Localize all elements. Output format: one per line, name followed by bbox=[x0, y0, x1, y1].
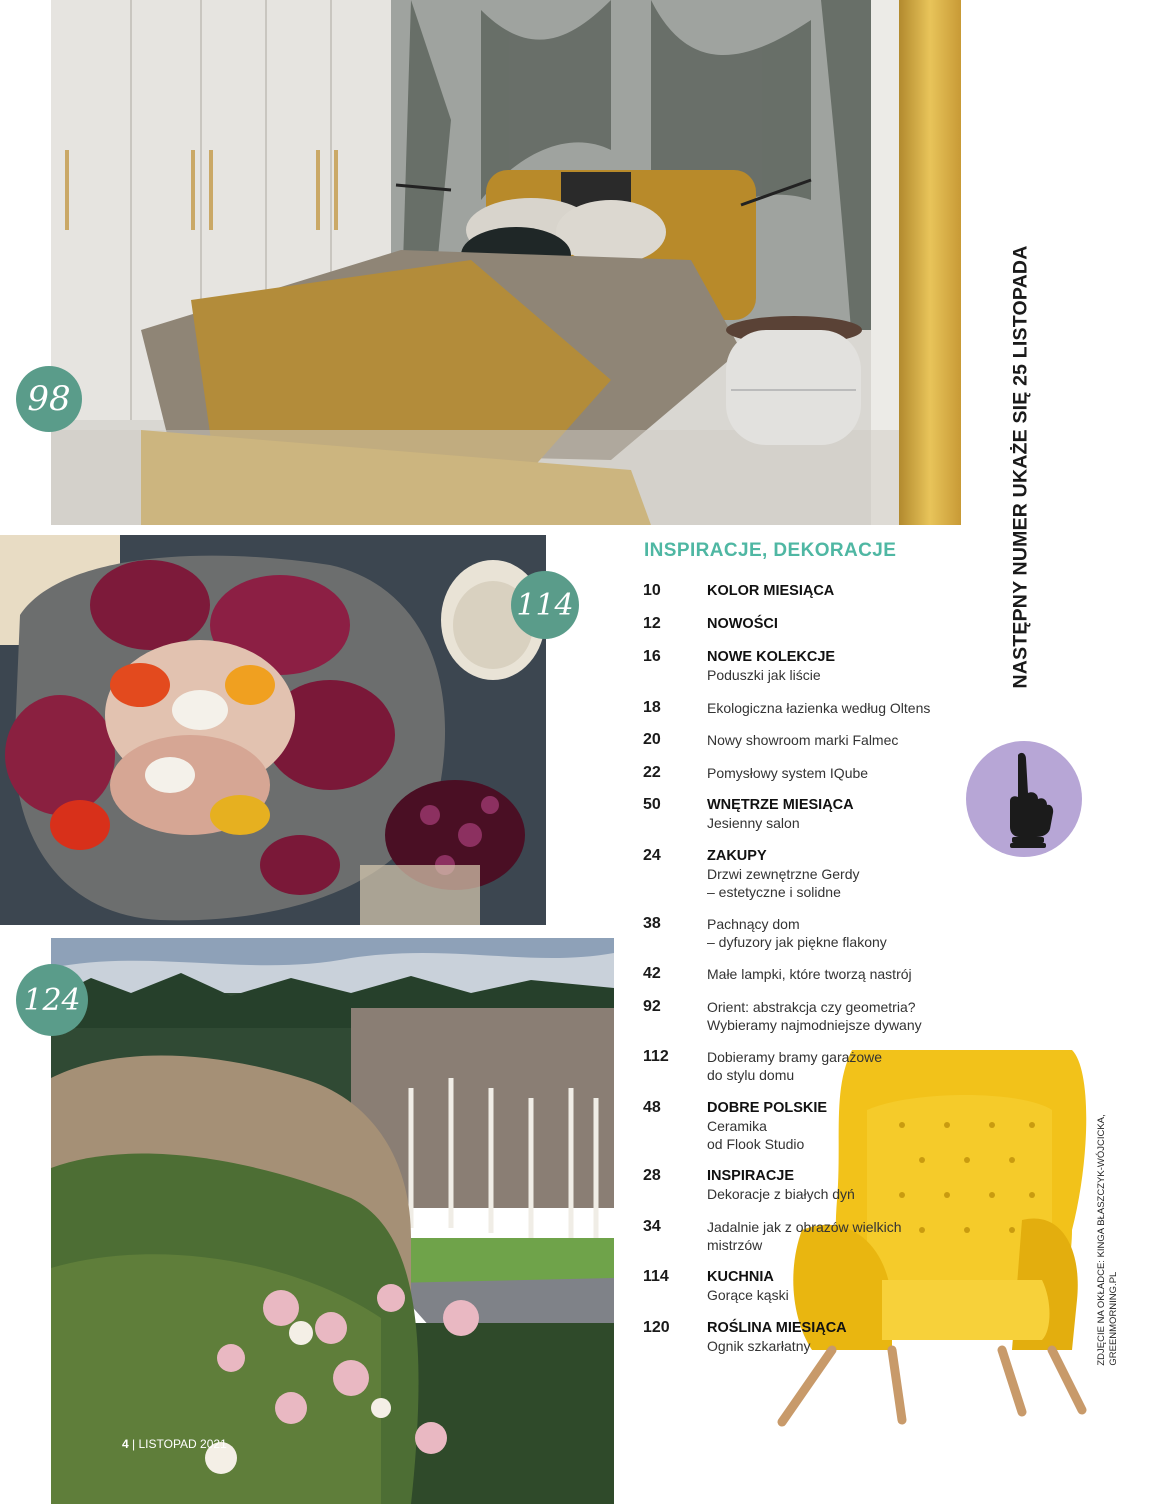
toc-page-number: 114 bbox=[643, 1268, 669, 1285]
toc-title: INSPIRACJE bbox=[707, 1168, 795, 1184]
toc-subtitle: Jadalnie jak z obrazów wielkich mistrzów bbox=[707, 1219, 902, 1253]
bedroom-photo bbox=[51, 0, 961, 525]
toc-page-number: 38 bbox=[643, 915, 661, 932]
toc-subtitle: Jesienny salon bbox=[707, 815, 800, 831]
toc-page-number: 20 bbox=[643, 731, 661, 748]
toc-page-number: 18 bbox=[643, 699, 661, 716]
page-number: 4 bbox=[122, 1437, 129, 1451]
toc-title: NOWE KOLEKCJE bbox=[707, 649, 836, 665]
toc-title: KUCHNIA bbox=[707, 1269, 774, 1285]
toc-subtitle: Małe lampki, które tworzą nastrój bbox=[707, 966, 912, 982]
toc-page-number: 50 bbox=[643, 796, 661, 813]
page-badge-114[interactable]: 114 bbox=[511, 571, 579, 639]
credit-line-1: ZDJĘCIE NA OKŁADCE: KINGA BŁASZCZYK-WÓJCICKA, bbox=[1096, 1114, 1107, 1366]
food-photo bbox=[0, 535, 546, 925]
issue-label: LISTOPAD 2021 bbox=[138, 1437, 227, 1451]
toc-page-number: 42 bbox=[643, 965, 661, 982]
toc-page-number: 24 bbox=[643, 847, 661, 864]
toc-subtitle: Dekoracje z białych dyń bbox=[707, 1186, 855, 1202]
toc-page-number: 120 bbox=[643, 1319, 670, 1336]
toc-subtitle: Ognik szkarłatny bbox=[707, 1338, 811, 1354]
toc-page-number: 22 bbox=[643, 764, 661, 781]
toc-subtitle: Pachnący dom – dyfuzory jak piękne flakony bbox=[707, 916, 887, 950]
toc-page-number: 48 bbox=[643, 1099, 661, 1116]
toc-title: ROŚLINA MIESIĄCA bbox=[707, 1320, 847, 1336]
toc-subtitle: Nowy showroom marki Falmec bbox=[707, 732, 899, 748]
toc-page-number: 34 bbox=[643, 1218, 661, 1235]
page-footer: 4 | LISTOPAD 2021 bbox=[122, 1437, 227, 1451]
toc-subtitle: Gorące kąski bbox=[707, 1287, 789, 1303]
toc-page-number: 16 bbox=[643, 648, 661, 665]
next-issue-notice: NASTĘPNY NUMER UKAŻE SIĘ 25 LISTOPADA bbox=[1009, 245, 1032, 689]
toc-subtitle: Ekologiczna łazienka według Oltens bbox=[707, 700, 931, 716]
toc-title: ZAKUPY bbox=[707, 848, 767, 864]
toc-page-number: 92 bbox=[643, 998, 661, 1015]
page-badge-98[interactable]: 98 bbox=[16, 366, 82, 432]
toc-title: WNĘTRZE MIESIĄCA bbox=[707, 797, 854, 813]
toc-subtitle: Dobieramy bramy garażowe do stylu domu bbox=[707, 1049, 883, 1083]
toc-page-number: 12 bbox=[643, 615, 661, 632]
toc-subtitle: Poduszki jak liście bbox=[707, 667, 821, 683]
toc-page-number: 28 bbox=[643, 1167, 661, 1184]
toc-page-number: 112 bbox=[643, 1048, 669, 1065]
toc-title: KOLOR MIESIĄCA bbox=[707, 583, 835, 599]
page-badge-124[interactable]: 124 bbox=[16, 964, 88, 1036]
gold-curtain-strip bbox=[899, 0, 961, 525]
toc-subtitle: Pomysłowy system IQube bbox=[707, 765, 869, 781]
toc-subtitle: Ceramika od Flook Studio bbox=[707, 1118, 805, 1152]
toc-title: DOBRE POLSKIE bbox=[707, 1100, 828, 1116]
credit-line-2: GREENMORNING.PL bbox=[1108, 1271, 1119, 1366]
cover-photo-credit bbox=[1096, 1114, 1120, 1365]
toc-subtitle: Orient: abstrakcja czy geometria? Wybieramy najmodniejsze dywany bbox=[707, 999, 922, 1033]
toc-subtitle: Drzwi zewnętrzne Gerdy – estetyczne i solidne bbox=[707, 866, 860, 900]
toc-title: NOWOŚCI bbox=[707, 616, 778, 632]
toc-page-number: 10 bbox=[643, 582, 661, 599]
section-heading: INSPIRACJE, DEKORACJE bbox=[644, 540, 897, 561]
garden-photo bbox=[51, 938, 614, 1504]
